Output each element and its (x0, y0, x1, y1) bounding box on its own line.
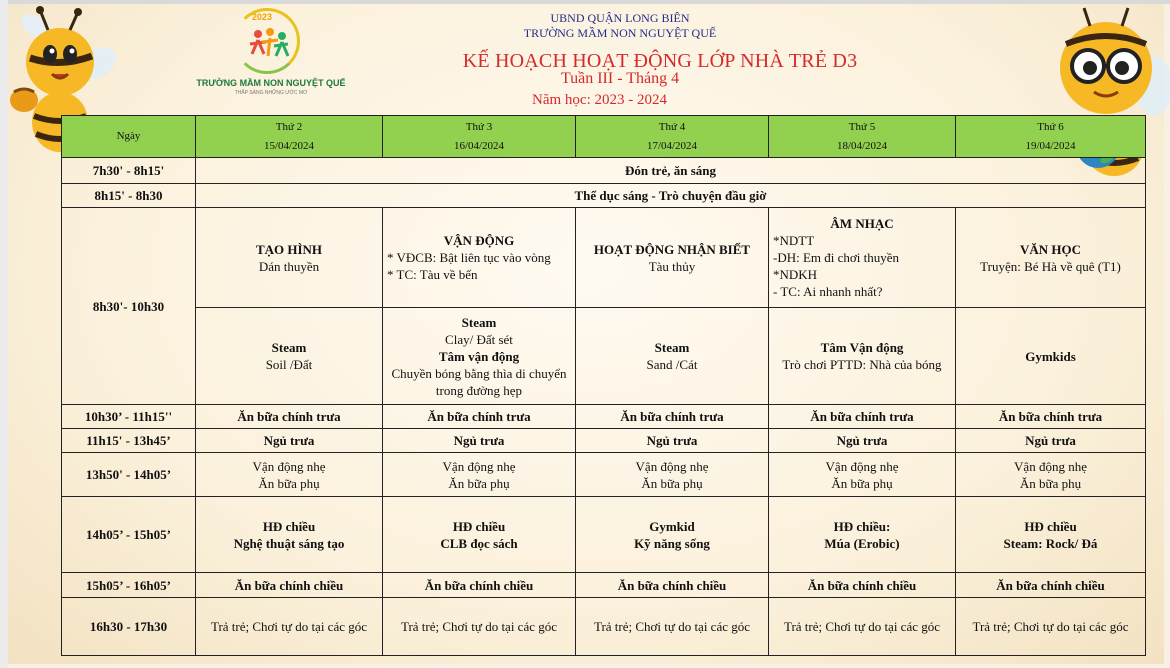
activity-cell: Ăn bữa chính chiều (769, 573, 956, 598)
activity-cell: Vận động nhẹ Ăn bữa phụ (196, 453, 383, 497)
day-header-fri: Thứ 6 19/04/2024 (956, 116, 1146, 158)
table-row (62, 453, 1146, 497)
activity-cell: Thể dục sáng - Trò chuyện đầu giờ (196, 184, 1146, 208)
activity-cell: Steam Clay/ Đất sét Tâm vận động Chuyền bóng bằng thìa di chuyển trong đường hẹp (383, 308, 576, 405)
activity-cell: Ăn bữa chính trưa (956, 405, 1146, 429)
activity-cell: Ăn bữa chính chiều (196, 573, 383, 598)
activity-cell: Trả trẻ; Chơi tự do tại các góc (576, 598, 769, 656)
school-year: Năm học: 2023 - 2024 (532, 92, 667, 108)
day-column-header: Ngày (62, 116, 196, 158)
district-name: UBND QUẬN LONG BIÊN (550, 11, 690, 25)
activity-cell: Trả trẻ; Chơi tự do tại các góc (769, 598, 956, 656)
time-cell: 13h50' - 14h05’ (62, 453, 196, 497)
table-row (62, 184, 1146, 208)
activity-cell: Vận động nhẹ Ăn bữa phụ (576, 453, 769, 497)
activity-cell: Vận động nhẹ Ăn bữa phụ (383, 453, 576, 497)
activity-cell: Ăn bữa chính trưa (769, 405, 956, 429)
time-cell: 15h05’ - 16h05’ (62, 573, 196, 598)
activity-cell: Gymkid Kỹ năng sống (576, 497, 769, 573)
day-header-mon: Thứ 2 15/04/2024 (196, 116, 383, 158)
logo-year: 2023 (252, 12, 273, 22)
activity-cell: Gymkids (956, 308, 1146, 405)
time-cell: 10h30’ - 11h15'' (62, 405, 196, 429)
activity-cell: Ăn bữa chính trưa (576, 405, 769, 429)
table-row (62, 405, 1146, 429)
table-header-row (62, 116, 1146, 158)
activity-cell: Đón trẻ, ăn sáng (196, 158, 1146, 184)
day-header-wed: Thứ 4 17/04/2024 (576, 116, 769, 158)
activity-cell: Steam Sand /Cát (576, 308, 769, 405)
week-label: Tuần III - Tháng 4 (560, 70, 680, 87)
logo-tagline: THẮP SÁNG NHỮNG ƯỚC MƠ (234, 90, 308, 96)
table-row (62, 308, 1146, 405)
time-cell: 16h30 - 17h30 (62, 598, 196, 656)
activity-cell: Tâm Vận động Trò chơi PTTD: Nhà của bóng (769, 308, 956, 405)
activity-cell: Vận động nhẹ Ăn bữa phụ (956, 453, 1146, 497)
page-title: KẾ HOẠCH HOẠT ĐỘNG LỚP NHÀ TRẺ D3 (462, 50, 858, 72)
activity-cell: Trả trẻ; Chơi tự do tại các góc (956, 598, 1146, 656)
activity-cell: ÂM NHẠC *NDTT -DH: Em đi chơi thuyền *NDKH - TC: Ai nhanh nhất? (769, 208, 956, 308)
activity-cell: VẬN ĐỘNG * VĐCB: Bật liên tục vào vòng * TC: Tàu về bến (383, 208, 576, 308)
activity-cell: Vận động nhẹ Ăn bữa phụ (769, 453, 956, 497)
time-cell: 14h05’ - 15h05’ (62, 497, 196, 573)
time-cell: 8h30'- 10h30 (62, 208, 196, 405)
activity-cell: HOẠT ĐỘNG NHẬN BIẾT Tàu thủy (576, 208, 769, 308)
activity-cell: VĂN HỌC Truyện: Bé Hà về quê (T1) (956, 208, 1146, 308)
activity-cell: Ngủ trưa (769, 429, 956, 453)
time-cell: 11h15' - 13h45’ (62, 429, 196, 453)
activity-cell: Trả trẻ; Chơi tự do tại các góc (196, 598, 383, 656)
activity-cell: Steam Soil /Đất (196, 308, 383, 405)
activity-cell: HĐ chiều: Múa (Erobic) (769, 497, 956, 573)
time-cell: 7h30' - 8h15' (62, 158, 196, 184)
activity-cell: Ăn bữa chính chiều (383, 573, 576, 598)
weekly-activity-table (61, 115, 1146, 656)
activity-cell: Ngủ trưa (576, 429, 769, 453)
table-row (62, 497, 1146, 573)
activity-cell: HĐ chiều Nghệ thuật sáng tạo (196, 497, 383, 573)
activity-cell: Ăn bữa chính trưa (383, 405, 576, 429)
table-row (62, 158, 1146, 184)
activity-cell: Trả trẻ; Chơi tự do tại các góc (383, 598, 576, 656)
time-cell: 8h15' - 8h30 (62, 184, 196, 208)
table-row (62, 598, 1146, 656)
table-row (62, 573, 1146, 598)
day-header-thu: Thứ 5 18/04/2024 (769, 116, 956, 158)
logo-school-name: TRƯỜNG MẦM NON NGUYỆT QUẾ (196, 78, 346, 88)
activity-cell: Ngủ trưa (956, 429, 1146, 453)
activity-cell: Ngủ trưa (383, 429, 576, 453)
school-logo (196, 6, 346, 106)
activity-cell: TẠO HÌNH Dán thuyền (196, 208, 383, 308)
window-left-edge (0, 0, 8, 668)
table-row (62, 208, 1146, 308)
activity-cell: HĐ chiều CLB đọc sách (383, 497, 576, 573)
activity-cell: Ăn bữa chính trưa (196, 405, 383, 429)
table-row (62, 429, 1146, 453)
activity-cell: Ngủ trưa (196, 429, 383, 453)
children-figures-icon (248, 26, 290, 66)
activity-cell: Ăn bữa chính chiều (576, 573, 769, 598)
activity-cell: HĐ chiều Steam: Rock/ Đá (956, 497, 1146, 573)
activity-cell: Ăn bữa chính chiều (956, 573, 1146, 598)
school-name: TRƯỜNG MẦM NON NGUYỆT QUẾ (523, 26, 717, 40)
day-header-tue: Thứ 3 16/04/2024 (383, 116, 576, 158)
